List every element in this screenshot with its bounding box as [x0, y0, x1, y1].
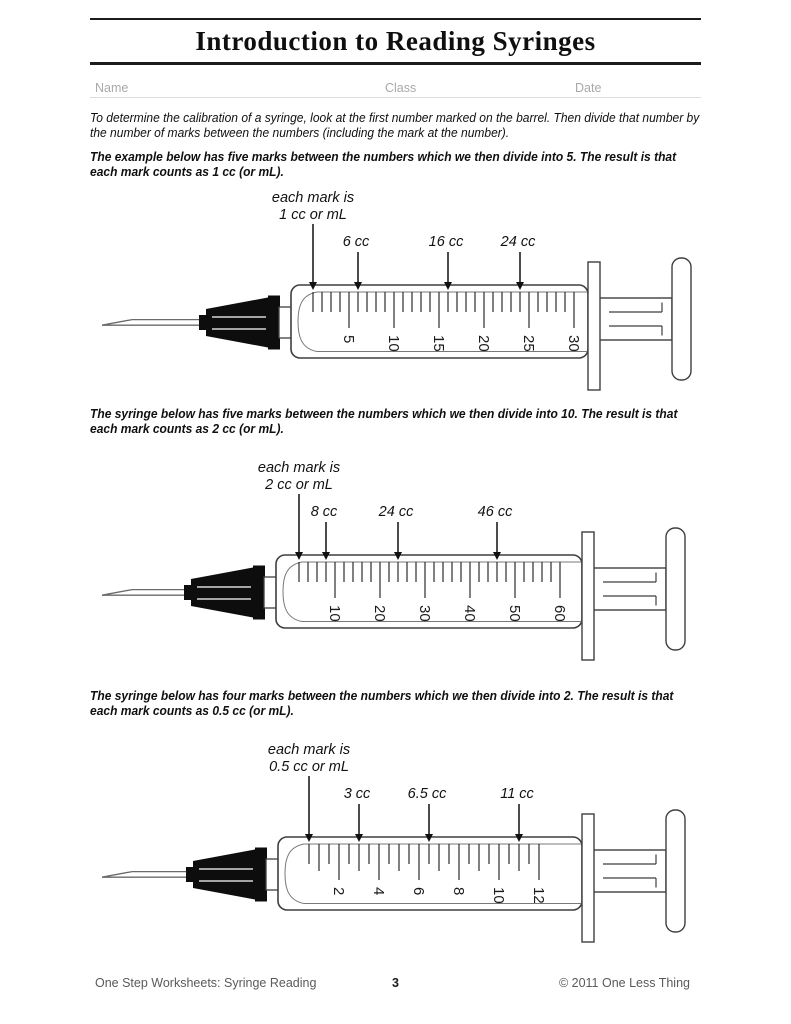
- scale-number: 10: [385, 335, 402, 352]
- scale-number: 15: [430, 335, 447, 352]
- date-field-label: Date: [575, 81, 602, 95]
- needle-bevel-edge: [102, 872, 132, 878]
- intro-line-2: the number of marks between the numbers (including the mark at the number).: [90, 125, 510, 140]
- scale-number: 2: [330, 887, 347, 896]
- footer-series-title: One Step Worksheets: Syringe Reading: [95, 976, 317, 990]
- instruction-2-line-1: The syringe below has five marks between the numbers which we then divide into 10. The result is that: [90, 407, 678, 421]
- scale-number: 40: [461, 605, 478, 622]
- syringe-svg-1: [80, 188, 700, 393]
- syringe-diagram-1: [80, 188, 700, 393]
- scale-number: 8: [450, 887, 467, 896]
- needle-hub: [193, 850, 255, 900]
- each-mark-label-line1: each mark is: [257, 460, 341, 476]
- instruction-1-line-2: each mark counts as 1 cc (or mL).: [90, 164, 284, 179]
- scale-number: 20: [475, 335, 492, 352]
- thumb-rest: [666, 528, 685, 650]
- each-mark-label-line1: each mark is: [271, 190, 355, 206]
- instruction-3-line-2: each mark counts as 0.5 cc (or mL).: [90, 703, 294, 718]
- hub-band: [253, 566, 265, 620]
- thumb-rest: [672, 258, 691, 380]
- scale-number: 60: [551, 605, 568, 622]
- instruction-2-line-2: each mark counts as 2 cc (or mL).: [90, 421, 284, 436]
- student-fields-row: [0, 81, 791, 97]
- callout-label: 6 cc: [342, 234, 370, 250]
- scale-number: 10: [326, 605, 343, 622]
- student-fields-underline: [90, 97, 701, 98]
- syringe-diagram-3: [80, 740, 700, 945]
- luer-tip: [264, 577, 277, 608]
- plunger-rod: [593, 850, 666, 892]
- hub-band: [255, 848, 267, 902]
- instruction-paragraph-2: [90, 407, 701, 436]
- callout-label: 24 cc: [378, 504, 414, 520]
- needle-hub: [191, 568, 253, 618]
- each-mark-label-line2: 1 cc or mL: [279, 207, 347, 223]
- intro-line-1: To determine the calibration of a syringe, look at the first number marked on the barrel. Then divide that number by: [90, 111, 700, 125]
- class-field-label: Class: [385, 81, 417, 95]
- scale-number: 30: [565, 335, 582, 352]
- syringe-svg-2: [80, 458, 700, 663]
- page-title: Introduction to Reading Syringes: [195, 26, 596, 56]
- barrel-flange: [588, 262, 600, 390]
- each-mark-label-line1: each mark is: [267, 742, 351, 758]
- instruction-1-line-1: The example below has five marks between the numbers which we then divide into 5. The result is that: [90, 150, 677, 164]
- title-top-rule: [90, 18, 701, 20]
- each-mark-label-line2: 0.5 cc or mL: [269, 759, 349, 775]
- instruction-paragraph-3: [90, 689, 701, 718]
- scale-number: 30: [416, 605, 433, 622]
- footer-copyright: © 2011 One Less Thing: [558, 976, 690, 990]
- needle-hub: [206, 298, 268, 348]
- callout-label: 11 cc: [500, 786, 534, 802]
- scale-number: 20: [371, 605, 388, 622]
- scale-number: 5: [340, 335, 357, 344]
- callout-label: 6.5 cc: [407, 786, 447, 802]
- luer-tip: [266, 859, 279, 890]
- barrel-flange: [582, 814, 594, 942]
- needle-bevel-edge: [102, 320, 132, 326]
- each-mark-label-line2: 2 cc or mL: [265, 477, 333, 493]
- scale-number: 6: [410, 887, 427, 896]
- barrel-flange: [582, 532, 594, 660]
- syringe-svg-3: [80, 740, 700, 945]
- scale-number: 10: [490, 887, 507, 904]
- thumb-rest: [666, 810, 685, 932]
- footer-page-number: 3: [392, 976, 399, 990]
- callout-label: 8 cc: [310, 504, 338, 520]
- callout-label: 46 cc: [477, 504, 513, 520]
- callout-label: 3 cc: [343, 786, 371, 802]
- hub-band: [268, 296, 280, 350]
- callout-label: 24 cc: [500, 234, 536, 250]
- instruction-3-line-1: The syringe below has four marks between the numbers which we then divide into 2. The result is that: [90, 689, 674, 703]
- title-bottom-rule: [90, 62, 701, 65]
- scale-number: 12: [530, 887, 547, 904]
- intro-paragraph: [90, 111, 701, 140]
- scale-number: 50: [506, 605, 523, 622]
- plunger-rod: [593, 568, 666, 610]
- needle-bevel-edge: [102, 590, 132, 596]
- luer-tip: [279, 307, 292, 338]
- syringe-diagram-2: [80, 458, 700, 663]
- name-field-label: Name: [95, 81, 129, 95]
- plunger-rod: [599, 298, 672, 340]
- instruction-paragraph-1: [90, 150, 701, 179]
- scale-number: 25: [520, 335, 537, 352]
- callout-label: 16 cc: [428, 234, 464, 250]
- scale-number: 4: [370, 887, 387, 896]
